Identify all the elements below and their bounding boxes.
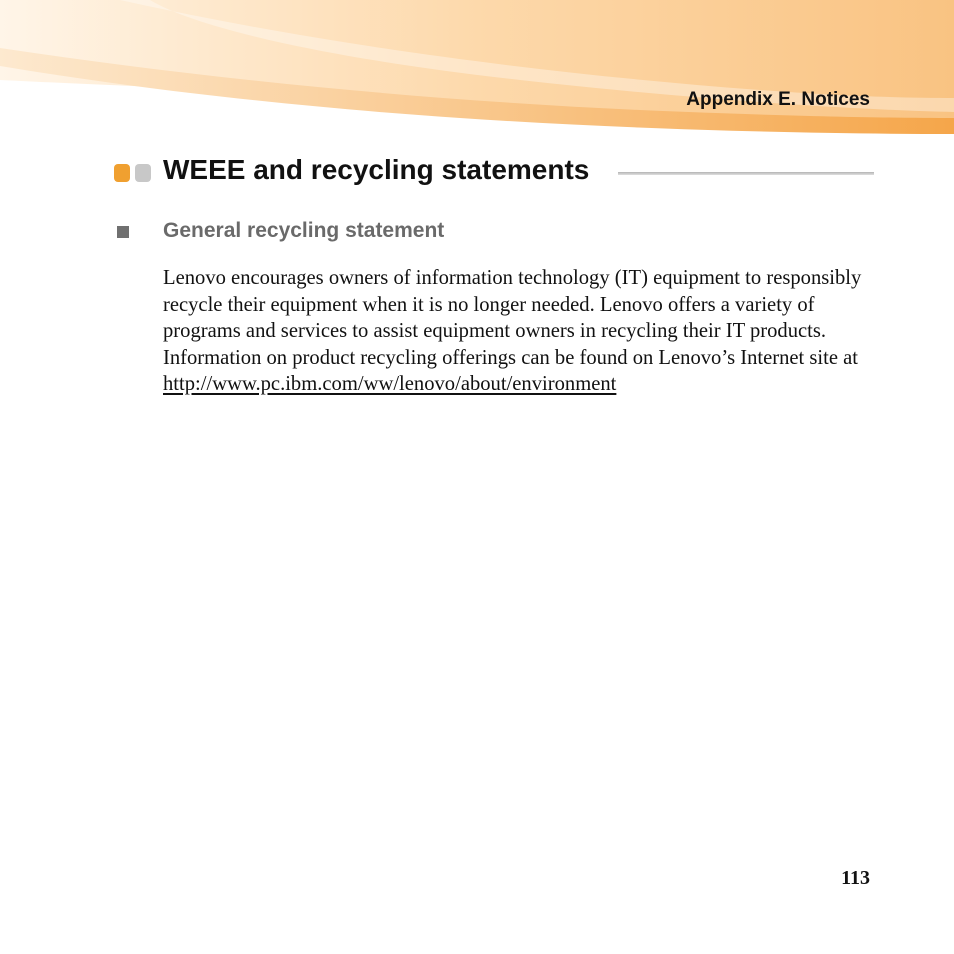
header-banner <box>0 0 954 140</box>
section-title: WEEE and recycling statements <box>163 154 590 185</box>
square-bullet-icon <box>117 226 129 238</box>
running-header: Appendix E. Notices <box>686 89 870 110</box>
body-text: Lenovo encourages owners of information technology (IT) equipment to responsibly recycle their equipment when it is no longer needed. Lenovo offers a variety of programs and services to assist equipment owners in recycling their IT products. Information on product recycling offerings can be found on Lenovo’s Internet site at <box>163 267 862 369</box>
gray-bullet-icon <box>135 164 151 182</box>
subsection-heading: General recycling statement <box>163 219 445 242</box>
environment-link[interactable]: http://www.pc.ibm.com/ww/lenovo/about/environment <box>163 373 617 395</box>
page-number: 113 <box>841 867 870 889</box>
title-rule <box>618 172 874 175</box>
section-bullets <box>114 164 154 184</box>
body-paragraph <box>163 265 878 398</box>
orange-bullet-icon <box>114 164 130 182</box>
